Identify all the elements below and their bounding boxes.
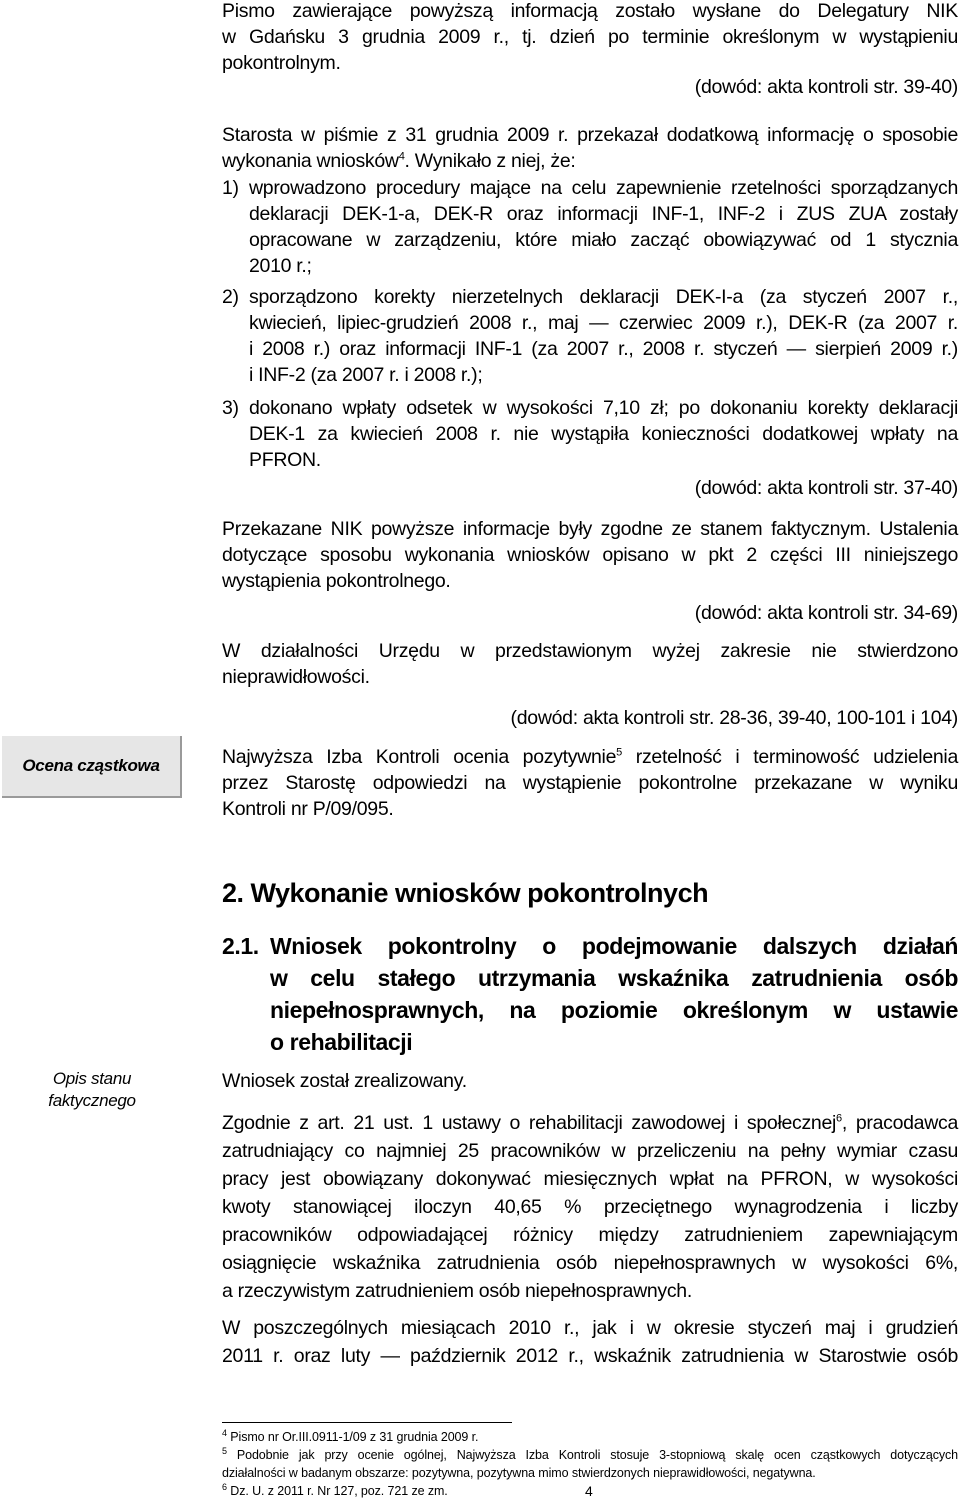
paragraph-months xyxy=(222,1314,958,1370)
text-line: i 2008 r.) oraz informacji INF-1 (za 2007 r., 2008 r. styczeń — sierpień 2009 r.) xyxy=(249,338,958,360)
evidence-reference: (dowód: akta kontroli str. 37-40) xyxy=(694,477,958,499)
text-line: opracowane w zarządzeniu, które miało zacząć obowiązywać od 1 stycznia xyxy=(249,229,958,251)
heading-line: w celu stałego utrzymania wskaźnika zatrudnienia osób xyxy=(270,965,958,991)
heading-line: o rehabilitacji xyxy=(270,1029,413,1055)
list-item xyxy=(222,395,958,473)
text-line: Kontroli nr P/09/095. xyxy=(222,798,394,820)
text-line: pracy jest obowiązany dokonywać miesięcznych wpłat na PFRON, w wysokości xyxy=(222,1168,958,1190)
text-line: PFRON. xyxy=(249,449,321,471)
footnote-ref: 6 xyxy=(836,1112,842,1125)
paragraph-law xyxy=(222,1109,958,1305)
text-line: sporządzono korekty nierzetelnych deklaracji DEK-I-a (za styczeń 2007 r., xyxy=(249,286,958,308)
text-line: W działalności Urzędu w przedstawionym wyżej zakresie nie stwierdzono xyxy=(222,640,958,662)
text-line: przez Starostę odpowiedzi na wystąpienie pokontrolne przekazane w wyniku xyxy=(222,772,958,794)
footnote-separator xyxy=(222,1422,512,1423)
factual-description-label: Opis stanu faktycznego xyxy=(48,1069,136,1110)
section-heading: 2. Wykonanie wniosków pokontrolnych xyxy=(222,878,709,908)
text-line: 2010 r.; xyxy=(249,255,312,277)
text-line: Starosta w piśmie z 31 grudnia 2009 r. przekazał dodatkową informację o sposobie xyxy=(222,124,958,146)
text-line: kwiecień, lipiec-grudzień 2008 r., maj — czerwiec 2009 r.), DEK-R (za 2007 r. xyxy=(249,312,958,334)
side-heading: Ocena cząstkowa xyxy=(22,756,160,775)
text-line: pokontrolnym. xyxy=(222,52,341,74)
paragraph-nik-info xyxy=(222,516,958,626)
text-line: zatrudniający co najmniej 25 pracowników w przeliczeniu na pełny wymiar czasu xyxy=(222,1140,958,1162)
text-line: W poszczególnych miesiącach 2010 r., jak i w okresie styczeń maj i grudzień xyxy=(222,1317,958,1339)
list-item xyxy=(222,284,958,388)
list-item xyxy=(222,175,958,279)
footnote: $^5$ Podobnie jak przy ocenie ogólnej, Najwyższa Izba Kontroli stosuje 3-stopniową skalę ocen cząstkowych dotyczących działalności w badanym obszarze: pozytywna, pozytywna mimo stwierdzonych nieprawidłowości, negatywna. xyxy=(222,1445,958,1480)
text-line: i INF-2 (za 2007 r. i 2008 r.); xyxy=(249,364,483,386)
footnote-number: 6 xyxy=(222,1481,227,1492)
text-line: kwoty stanowiącej iloczyn 40,65 % przeciętnego wynagrodzenia i liczby xyxy=(222,1196,958,1218)
paragraph-assessment xyxy=(222,744,958,822)
text-line: wystąpienia pokontrolnego. xyxy=(222,570,451,592)
text-line: wykonania wniosków$^4$. Wynikało z niej, że: xyxy=(222,150,576,172)
partial-assessment-label xyxy=(2,736,182,798)
text-line: DEK-1 za kwiecień 2008 r. nie wystąpiła konieczności dodatkowej wpłaty na xyxy=(249,423,958,445)
footnote-ref: 4 xyxy=(398,150,405,163)
evidence-block xyxy=(222,475,958,501)
list-number: 1) xyxy=(222,177,239,199)
text-line: Przekazane NIK powyższe informacje były zgodne ze stanem faktycznym. Ustalenia xyxy=(222,518,958,540)
text-line: a rzeczywistym zatrudnieniem osób niepełnosprawnych. xyxy=(222,1280,692,1302)
text-line: Zgodnie z art. 21 ust. 1 ustawy o rehabilitacji zawodowej i społecznej$^6$, pracodawca xyxy=(222,1112,958,1134)
paragraph-realized xyxy=(222,1068,958,1094)
list-number: 2) xyxy=(222,286,239,308)
text-line: Najwyższa Izba Kontroli ocenia pozytywnie$^5$ rzetelność i terminowość udzielenia xyxy=(222,746,958,768)
footnote: $^4$ Pismo nr Or.III.0911-1/09 z 31 grudnia 2009 r. xyxy=(222,1427,479,1444)
text-line: osiągnięcie wskaźnika zatrudnienia osób niepełnosprawnych w wysokości 6%, xyxy=(222,1252,958,1274)
text-line: 2011 r. oraz luty — październik 2012 r., wskaźnik zatrudnienia w Starostwie osób xyxy=(222,1345,958,1367)
subsection-number: 2.1. xyxy=(222,933,259,959)
text-line: Wniosek został zrealizowany. xyxy=(222,1070,467,1092)
text-line: nieprawidłowości. xyxy=(222,666,370,688)
text-line: dotyczące sposobu wykonania wniosków opisano w pkt 2 części III niniejszego xyxy=(222,544,958,566)
heading-line: niepełnosprawnych, na poziomie określonym w ustawie xyxy=(270,997,958,1023)
subsection-heading xyxy=(222,930,958,1058)
text-line: dokonano wpłaty odsetek w wysokości 7,10 zł; po dokonaniu korekty deklaracji xyxy=(249,397,958,419)
paragraph-letter-info xyxy=(222,0,958,100)
evidence-reference: (dowód: akta kontroli str. 39-40) xyxy=(694,76,958,98)
evidence-reference: (dowód: akta kontroli str. 28-36, 39-40, 100-101 i 104) xyxy=(510,707,958,729)
text-line: w Gdańsku 3 grudnia 2009 r., tj. dzień po terminie określonym w wystąpieniu xyxy=(222,26,958,48)
text-line: wprowadzono procedury mające na celu zapewnienie rzetelności sporządzanych xyxy=(249,177,958,199)
text-line: Pismo zawierające powyższą informacją zostało wysłane do Delegatury NIK xyxy=(222,0,958,22)
footnote-ref: 5 xyxy=(616,746,622,759)
evidence-reference: (dowód: akta kontroli str. 34-69) xyxy=(694,602,958,624)
list-number: 3) xyxy=(222,397,239,419)
footnote: $^6$ Dz. U. z 2011 r. Nr 127, poz. 721 ze zm. xyxy=(222,1481,448,1498)
footnote-number: 4 xyxy=(222,1427,227,1438)
paragraph-starosta xyxy=(222,122,958,174)
text-line: deklaracji DEK-1-a, DEK-R oraz informacji INF-1, INF-2 i ZUS ZUA zostały xyxy=(249,203,958,225)
heading-line: Wniosek pokontrolny o podejmowanie dalszych działań xyxy=(270,933,958,959)
page-number: 4 xyxy=(585,1483,593,1499)
text-line: pracowników odpowiadającej różnicy między zatrudnieniem zapewniającym xyxy=(222,1224,958,1246)
paragraph-no-irregularities xyxy=(222,638,958,731)
footnote-number: 5 xyxy=(222,1445,227,1456)
